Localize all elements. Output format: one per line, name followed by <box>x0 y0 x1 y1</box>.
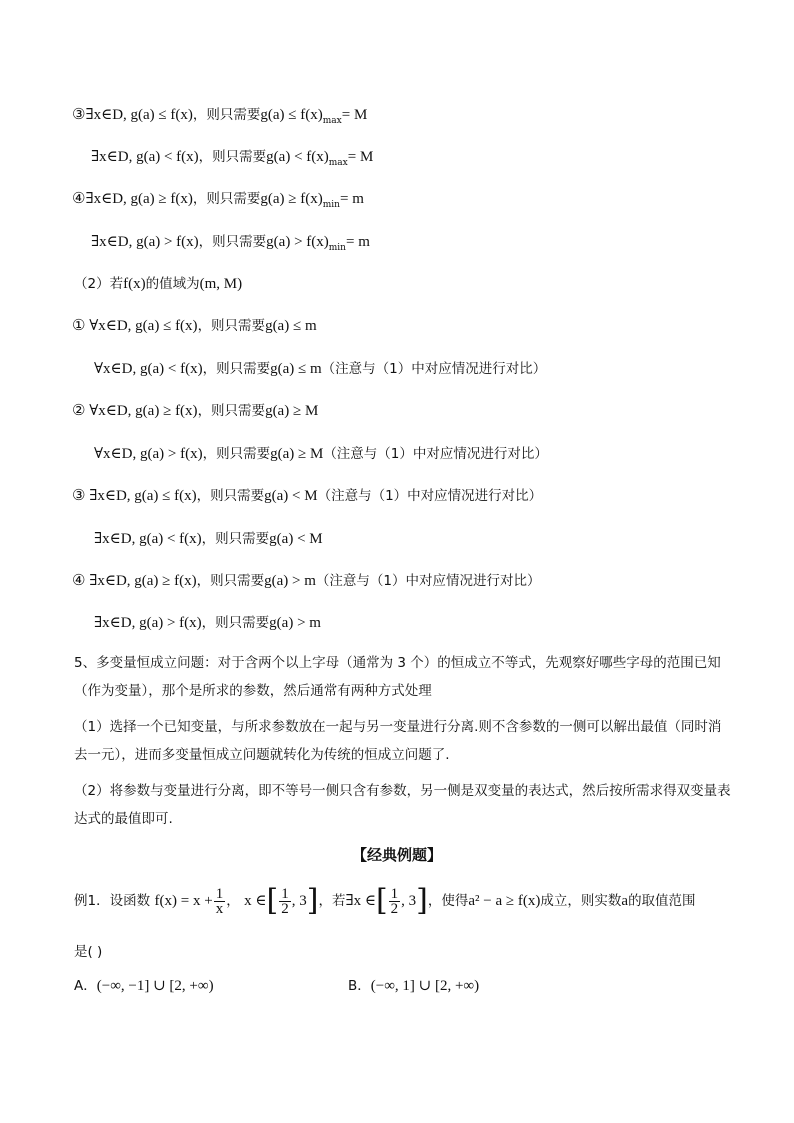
left-bracket: [ <box>266 883 279 918</box>
range-prefix: （2）若 <box>74 276 124 292</box>
rule-line <box>72 571 541 591</box>
multivariable-paragraph: 5、多变量恒成立问题：对于含两个以上字母（通常为 3 个）的恒成立不等式，先观察好哪些字母的范围已知（作为变量），那个是所求的参数，然后通常有两种方式处理 <box>74 655 721 699</box>
condition: ∀x∈D, g(a) > f(x) <box>94 446 203 462</box>
connector: ，则只需要 <box>197 318 266 334</box>
subscript: min <box>328 243 346 253</box>
function-definition: f(x) = x + <box>154 893 213 909</box>
result: = m <box>339 191 364 207</box>
fraction: $\frac{1}{x}$ <box>215 885 224 917</box>
rule-line <box>94 444 548 464</box>
connector: ，则只需要 <box>202 446 271 462</box>
connector: ，则只需要 <box>198 149 267 165</box>
condition: ④ ∃x∈D, g(a) ≥ f(x) <box>72 573 197 589</box>
condition: ① ∀x∈D, g(a) ≤ f(x) <box>72 318 198 334</box>
requirement: g(a) > m <box>264 573 316 589</box>
requirement: g(a) ≥ M <box>270 446 324 462</box>
range-connector: 的值域为 <box>145 276 200 292</box>
range-value: (m, M) <box>199 276 243 292</box>
rule-line <box>94 359 546 379</box>
requirement: g(a) ≤ m <box>270 361 322 377</box>
note: （注意与（1）中对应情况进行对比） <box>315 573 541 589</box>
rule-line <box>72 486 542 506</box>
range-line <box>74 274 242 294</box>
example-question: 例1．设函数 f(x) = x + $\frac{1}{x}$ ， x ∈[ $\frac{1}{2}$ , 3]，若∃x ∈[ $\frac{1}{2}$ , 3]，使得a² − a ≥ f(x)成立，则实数a的取值范围 <box>74 883 696 918</box>
condition: ③ ∃x∈D, g(a) ≤ f(x) <box>72 488 197 504</box>
function: f(x) <box>123 276 146 292</box>
half-fraction: $\frac{1}{2}$ <box>281 885 289 917</box>
requirement: g(a) ≤ m <box>265 318 317 334</box>
connector: ，则只需要 <box>201 615 270 631</box>
section-title: 【经典例题】 <box>351 846 442 864</box>
domain-var: x ∈ <box>244 893 267 909</box>
subscript: min <box>322 200 340 210</box>
connector: ，则只需要 <box>192 107 261 123</box>
exists-var: ∃x ∈ <box>345 893 376 909</box>
option-value: (−∞, −1] ∪ [2, +∞) <box>96 978 214 994</box>
requirement: g(a) < f(x) <box>266 149 329 165</box>
rule-line <box>94 613 321 633</box>
note: （注意与（1）中对应情况进行对比） <box>323 446 548 462</box>
connector: ，则只需要 <box>202 361 271 377</box>
connector: ，则只需要 <box>201 531 270 547</box>
half-fraction: $\frac{1}{2}$ <box>390 885 399 917</box>
rule-line <box>91 147 373 173</box>
option-b[interactable] <box>348 976 479 996</box>
left-bracket: [ <box>375 883 388 918</box>
condition: ∃x∈D, g(a) > f(x) <box>91 234 199 250</box>
note: （注意与（1）中对应情况进行对比） <box>317 488 543 504</box>
result: = M <box>341 107 368 123</box>
result: = M <box>347 149 374 165</box>
rule-line <box>72 401 318 421</box>
connector: ，则只需要 <box>197 403 266 419</box>
requirement: g(a) < M <box>264 488 318 504</box>
requirement: g(a) > m <box>269 615 321 631</box>
result: = m <box>345 234 370 250</box>
connector: ，则只需要 <box>196 573 265 589</box>
example-label: 例1．设函数 <box>74 893 151 909</box>
note: （注意与（1）中对应情况进行对比） <box>321 361 547 377</box>
condition: ② ∀x∈D, g(a) ≥ f(x) <box>72 403 198 419</box>
condition: ∀x∈D, g(a) < f(x) <box>94 361 203 377</box>
condition: ∃x∈D, g(a) < f(x) <box>94 531 202 547</box>
requirement: g(a) ≥ M <box>265 403 319 419</box>
connector: ，则只需要 <box>192 191 261 207</box>
right-bracket: ] <box>306 883 319 918</box>
option-value: (−∞, 1] ∪ [2, +∞) <box>370 978 480 994</box>
method-one-paragraph: （1）选择一个已知变量，与所求参数放在一起与另一变量进行分离.则不含参数的一侧可以解出最值（同时消去一元），进而多变量恒成立问题就转化为传统的恒成立问题了. <box>74 719 722 763</box>
requirement: g(a) < M <box>269 531 323 547</box>
condition: ∃x∈D, g(a) > f(x) <box>94 615 202 631</box>
rule-line <box>94 529 323 549</box>
subscript: max <box>322 116 342 126</box>
connector: ，则只需要 <box>198 234 267 250</box>
method-two-paragraph: （2）将参数与变量进行分离，即不等号一侧只含有参数，另一侧是双变量的表达式，然后按所需求得双变量表达式的最值即可. <box>74 783 731 827</box>
inequality: a² − a ≥ f(x) <box>468 893 541 909</box>
variable-a: a <box>621 893 629 909</box>
condition: ∃x∈D, g(a) < f(x) <box>91 149 199 165</box>
subscript: max <box>328 158 348 168</box>
requirement: g(a) > f(x) <box>266 234 329 250</box>
example-question-cont: 是( ) <box>74 944 103 960</box>
right-bracket: ] <box>416 883 428 918</box>
option-a[interactable] <box>74 976 214 996</box>
connector: ，则只需要 <box>196 488 265 504</box>
option-label: A． <box>74 978 97 994</box>
option-label: B． <box>348 978 371 994</box>
condition: ④∃x∈D, g(a) ≥ f(x) <box>72 191 193 207</box>
rule-line <box>91 232 370 258</box>
rule-line <box>72 316 317 336</box>
requirement: g(a) ≥ f(x) <box>260 191 323 207</box>
rule-line <box>72 189 364 215</box>
rule-line <box>72 105 367 131</box>
condition: ③∃x∈D, g(a) ≤ f(x) <box>72 107 193 123</box>
requirement: g(a) ≤ f(x) <box>260 107 323 123</box>
